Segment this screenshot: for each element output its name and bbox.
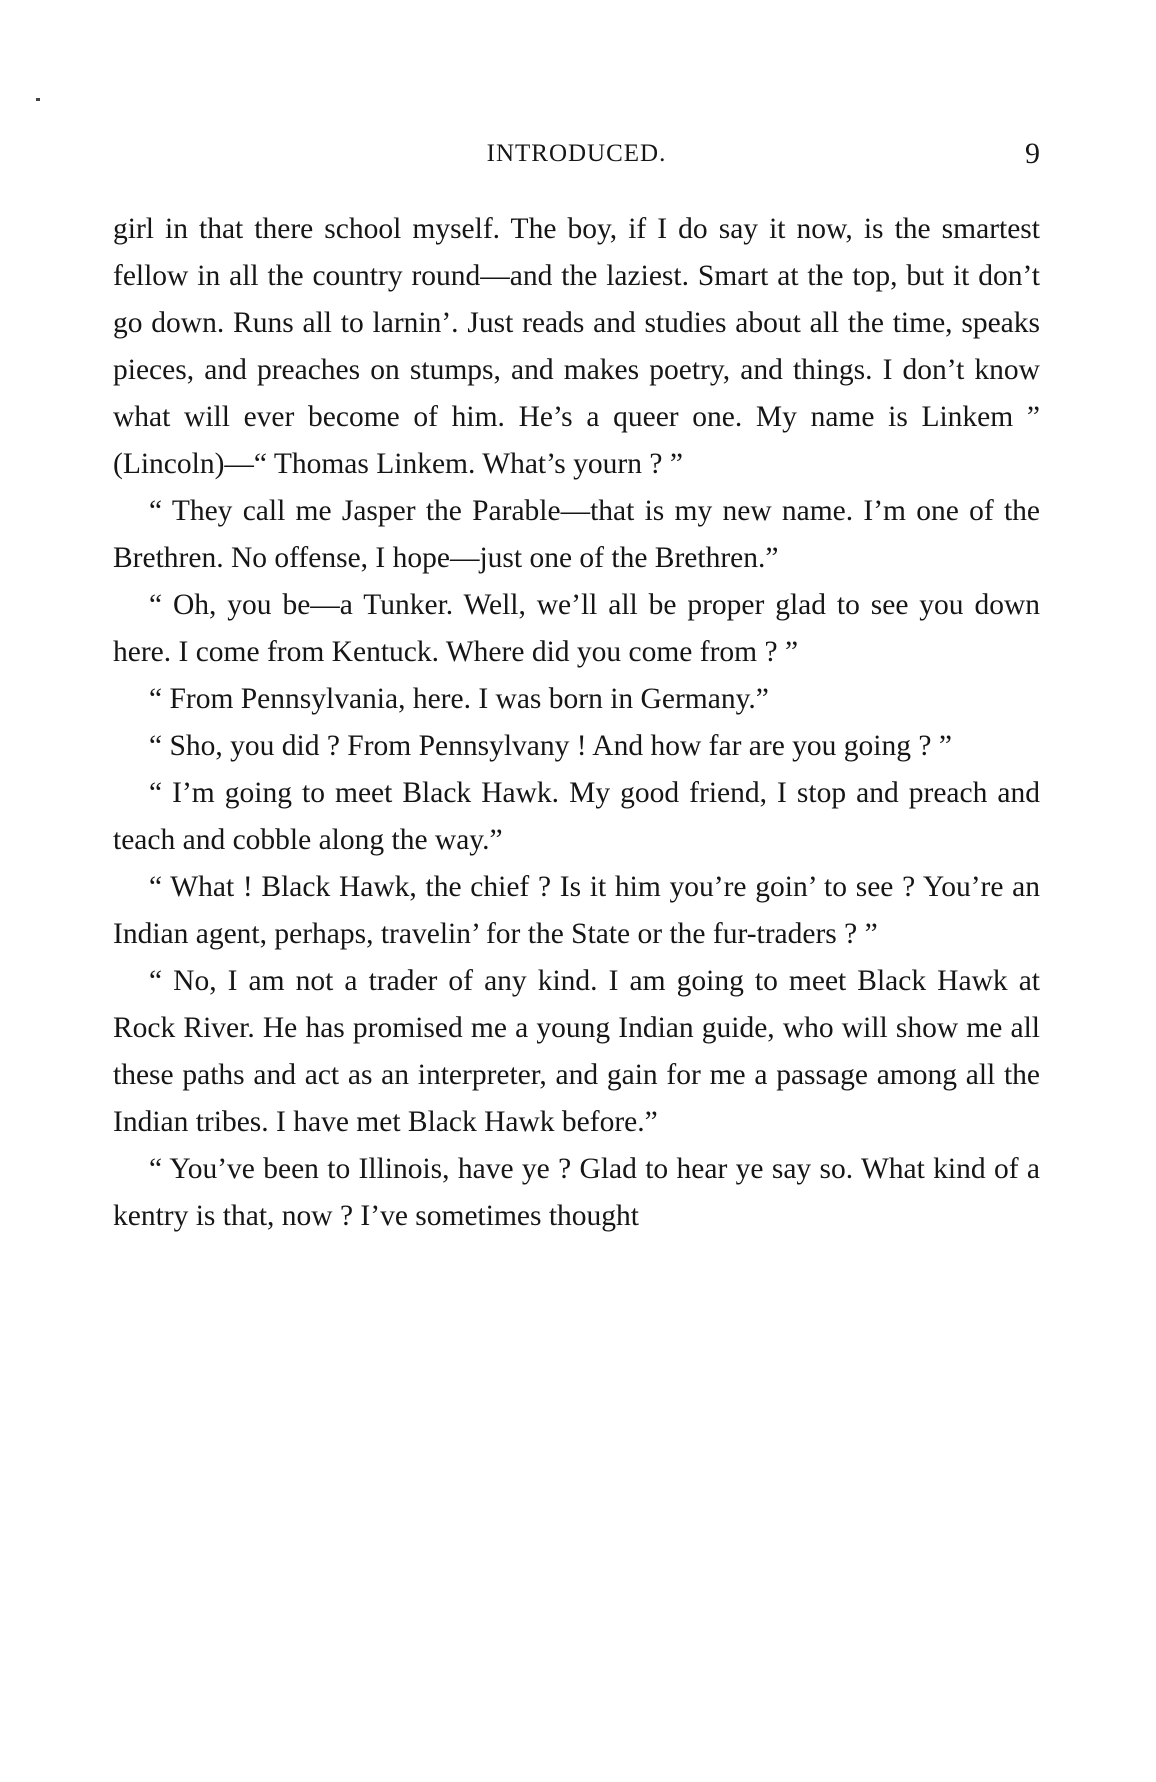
paragraph: “ Sho, you did ? From Pennsylvany ! And how far are you going ? ” <box>149 730 952 762</box>
paragraph-final: “ You’ve been to Illinois, have ye ? Glad to hear ye say so. What kind of a kentry is that, now ? I’ve sometimes thought <box>113 1153 1040 1232</box>
paragraph: “ I’m going to meet Black Hawk. My good friend, I stop and preach and teach and cobble along the way.” <box>113 777 1040 856</box>
paragraph: “ They call me Jasper the Parable—that is my new name. I’m one of the Brethren. No offense, I hope—just one of the Brethren.” <box>113 495 1040 574</box>
paragraph: “ From Pennsylvania, here. I was born in Germany.” <box>149 683 769 715</box>
running-head: INTRODUCED. <box>486 140 667 167</box>
paragraph: “ No, I am not a trader of any kind. I am going to meet Black Hawk at Rock River. He has promised me a young Indian guide, who will show me all these paths and act as an interpreter, and gain for me a passage among all the Indian tribes. I have met Black Hawk before.” <box>113 965 1040 1138</box>
body-text <box>113 206 1040 1240</box>
paragraph-continued: girl in that there school myself. The boy, if I do say it now, is the smartest fellow in all the country round—and the laziest. Smart at the top, but it don’t go down. Runs all to larnin’. Just reads and studies about all the time, speaks pieces, and preaches on stumps, and makes poetry, and things. I don’t know what will ever become of him. He’s a queer one. My name is Linkem ” (Lincoln)—“ Thomas Linkem. What’s yourn ? ” <box>113 213 1040 480</box>
page-number: 9 <box>1025 137 1040 170</box>
paragraph: “ Oh, you be—a Tunker. Well, we’ll all be proper glad to see you down here. I come from Kentuck. Where did you come from ? ” <box>113 589 1040 668</box>
paragraph: “ What ! Black Hawk, the chief ? Is it him you’re goin’ to see ? You’re an Indian agent, perhaps, travelin’ for the State or the fur-traders ? ” <box>113 871 1040 950</box>
margin-mark <box>36 98 40 101</box>
page-header <box>113 136 1040 176</box>
